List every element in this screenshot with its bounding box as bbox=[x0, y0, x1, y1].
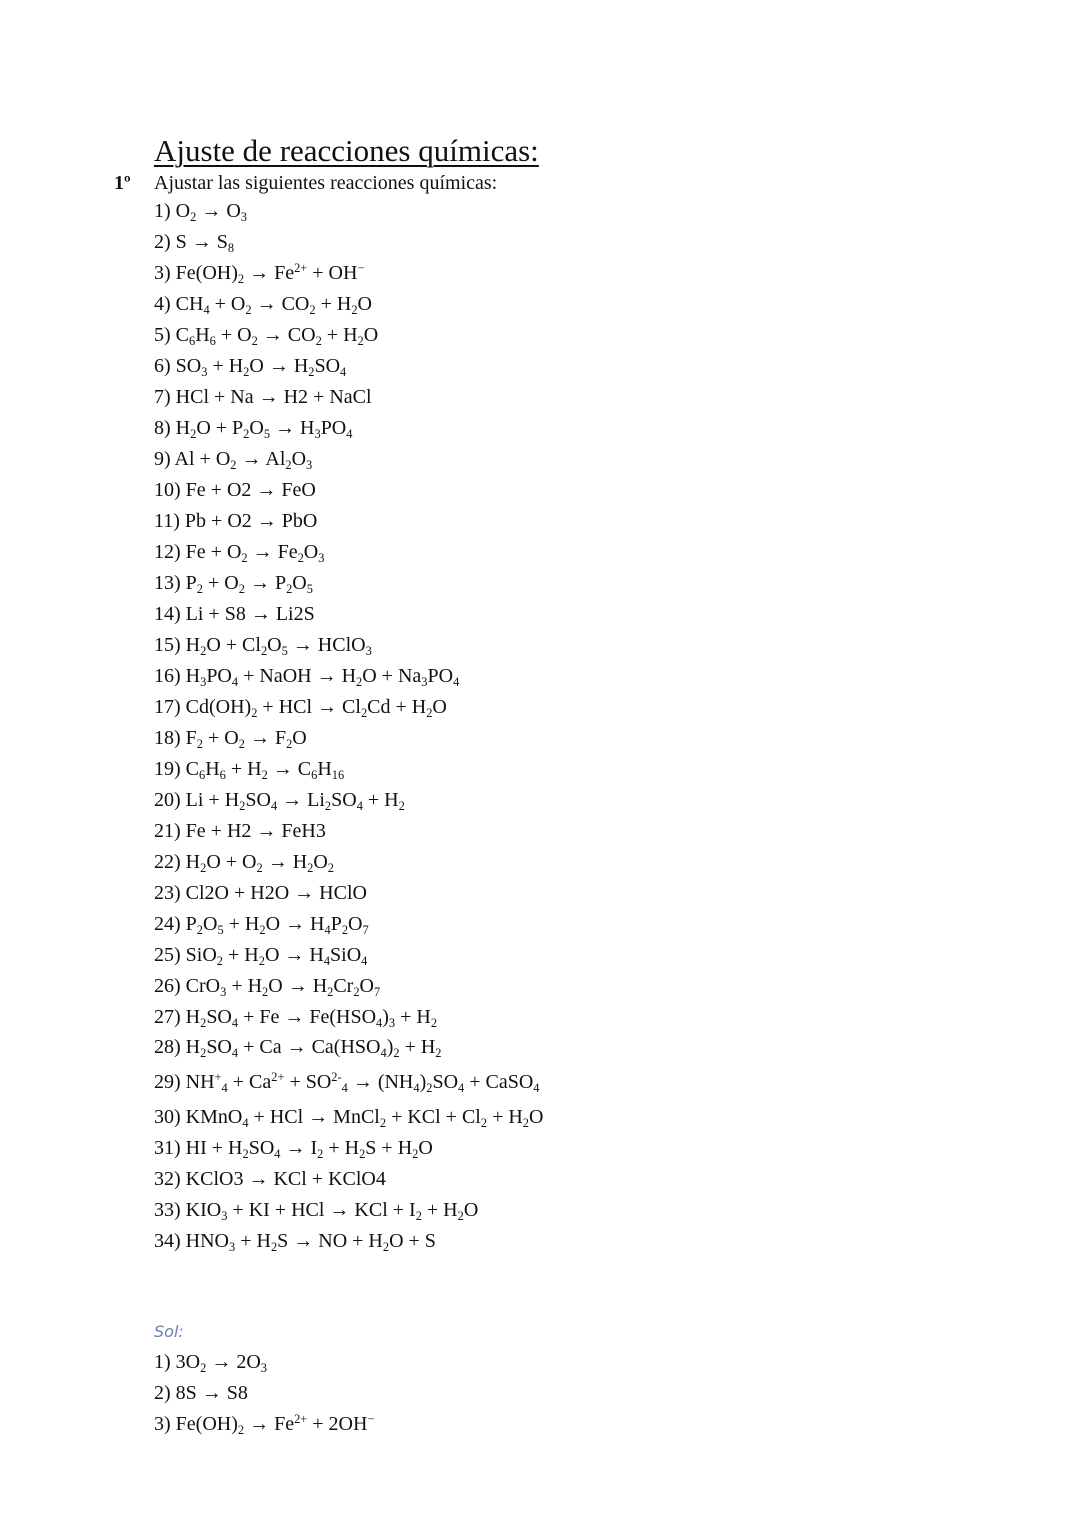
reaction-item: 20) $Li + H_2SO_4 \to Li_2SO_4 + H_2$ bbox=[154, 789, 405, 813]
reaction-item: 12) $Fe + O_2 \to Fe_2O_3$ bbox=[154, 541, 325, 565]
reaction-item: 24) $P_2O_5 + H_2O \to H_4P_2O_7$ bbox=[154, 913, 369, 937]
reaction-item: 10) Fe + O2 → FeO bbox=[154, 479, 316, 501]
solution-list bbox=[154, 1347, 374, 1440]
reaction-item: 16) $H_3PO_4$ + NaOH → $H_2O + Na_3PO_4$ bbox=[154, 665, 460, 689]
reaction-item: 31) HI + $H_2SO_4 \to I_2 + H_2S + H_2O$ bbox=[154, 1137, 433, 1161]
reaction-item: 25) $SiO_2 + H_2O \to H_4SiO_4$ bbox=[154, 944, 368, 968]
reaction-item: 4) $CH_4 + O_2 \to CO_2 + H_2O$ bbox=[154, 293, 372, 317]
solution-item: 3) $Fe(OH)_2 \to Fe^{2+} + 2OH^-$ bbox=[154, 1412, 375, 1437]
reaction-item: 8) $H_2O + P_2O_5 \to H_3PO_4$ bbox=[154, 417, 353, 441]
reaction-item: 23) Cl2O + H2O → HClO bbox=[154, 882, 367, 904]
reaction-item: 2) $S \to S_8$ bbox=[154, 231, 235, 255]
reaction-item: 29) $NH^+_4 + Ca^{2+} + SO^{2-}_4 \to (NH_4)_2SO_4$ + CaSO$_4$ bbox=[154, 1070, 540, 1095]
reaction-item: 30) KMnO$_4$ + HCl → MnCl$_2$ + KCl + $Cl_2 + H_2O$ bbox=[154, 1106, 544, 1130]
reaction-item: 22) $H_2O + O_2 \to H_2O_2$ bbox=[154, 851, 334, 875]
reaction-item: 6) $SO_3 + H_2O \to H_2SO_4$ bbox=[154, 355, 347, 379]
exercise-number: 1º bbox=[114, 172, 131, 194]
reaction-item: 21) Fe + H2 → FeH3 bbox=[154, 820, 326, 842]
page-title: Ajuste de reacciones químicas: bbox=[154, 133, 539, 168]
reaction-item: 5) $C_6H_6 + O_2 \to CO_2 + H_2O$ bbox=[154, 324, 379, 348]
solution-item: 2) 8S → S8 bbox=[154, 1382, 248, 1404]
reaction-item: 11) Pb + O2 → PbO bbox=[154, 510, 318, 532]
solution-item: 1) $3O_2 \to 2O_3$ bbox=[154, 1351, 267, 1375]
reaction-item: 13) $P_2 + O_2 \to P_2O_5$ bbox=[154, 572, 313, 596]
reaction-item: 28) $H_2SO_4 + Ca \to Ca(HSO_4)_2 + H_2$ bbox=[154, 1036, 442, 1060]
reaction-item: 33) $KIO_3$ + KI + HCl → KCl + $I_2 + H_2O$ bbox=[154, 1199, 479, 1223]
reaction-item: 26) $CrO_3 + H_2O \to H_2Cr_2O_7$ bbox=[154, 975, 381, 999]
reaction-item: 34) $HNO_3 + H_2S$ → NO + $H_2O + S$ bbox=[154, 1230, 436, 1254]
reaction-item: 32) KClO3 → KCl + KClO4 bbox=[154, 1168, 386, 1190]
reaction-item: 7) HCl + Na → H2 + NaCl bbox=[154, 386, 372, 408]
exercise-instruction: Ajustar las siguientes reacciones químicas: bbox=[154, 172, 498, 194]
reaction-item: 14) Li + S8 → Li2S bbox=[154, 603, 315, 625]
reaction-item: 3) $Fe(OH)_2 \to Fe^{2+} + OH^-$ bbox=[154, 261, 365, 286]
reaction-item: 27) $H_2SO_4 + Fe \to Fe(HSO_4)_3 + H_2$ bbox=[154, 1006, 438, 1030]
reaction-item: 17) $Cd(OH)_2$ + HCl → $Cl_2Cd + H_2O$ bbox=[154, 696, 447, 720]
reaction-item: 15) $H_2O + Cl_2O_5$ → HClO$_3$ bbox=[154, 634, 372, 658]
reaction-item: 9) $Al + O_2 \to Al_2O_3$ bbox=[154, 448, 313, 472]
solutions-label: Sol: bbox=[154, 1322, 184, 1341]
reaction-item: 1) $O_2 \to O_3$ bbox=[154, 200, 247, 224]
reaction-list bbox=[154, 196, 543, 1257]
reaction-item: 19) $C_6H_6 + H_2 \to C_6H_{16}$ bbox=[154, 758, 345, 782]
reaction-item: 18) $F_2 + O_2 \to F_2O$ bbox=[154, 727, 307, 751]
